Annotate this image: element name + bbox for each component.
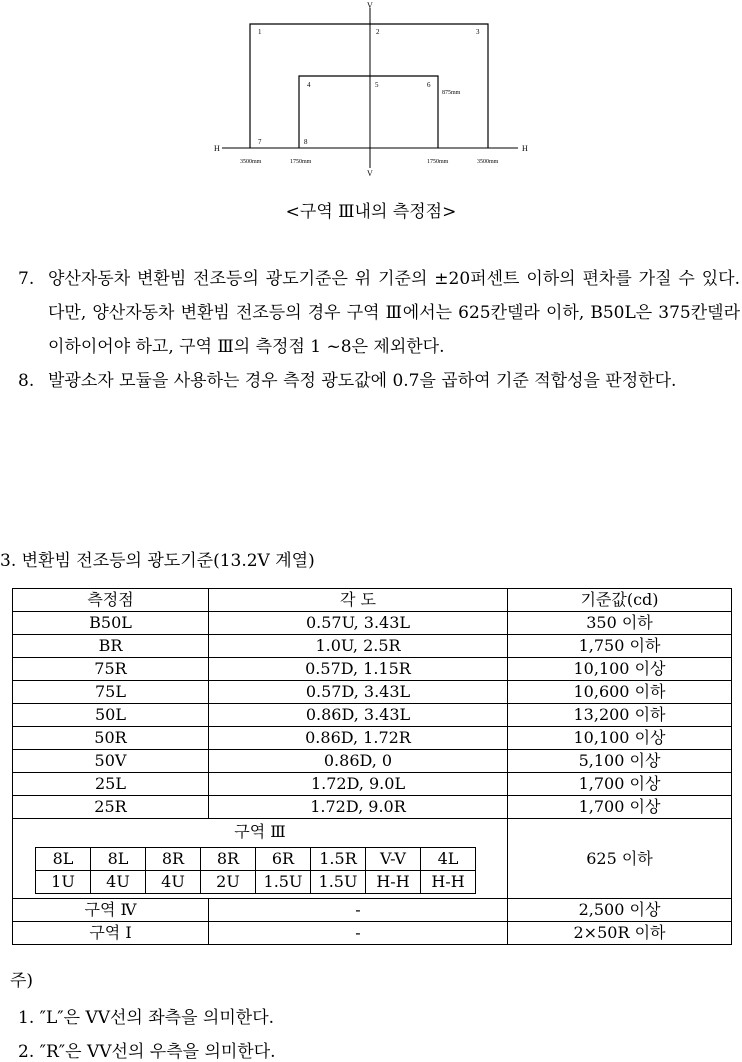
dim-3500-right-label: 3500mm [477,159,499,165]
cell-point: 구역 Ⅳ [13,899,209,922]
section-title: 3. 변환빔 전조등의 광도기준(13.2V 계열) [0,551,315,571]
table-row [13,796,732,819]
cell-value: 2×50R 이하 [508,922,732,945]
cell-point: B50L [13,612,209,635]
note-item [18,1037,276,1062]
cell-value: 350 이하 [508,612,732,635]
cell-angle: 1.0U, 2.5R [209,635,508,658]
table-row [13,681,732,704]
cell-point: 75R [13,658,209,681]
h-axis-label-right: H [522,144,528,153]
zone3-vertical-row [36,871,476,894]
point-4-label: 4 [307,81,311,89]
table-row [13,773,732,796]
zone3-cell-h: 6R [256,848,311,871]
zone3-cell-h: 4L [421,848,476,871]
cell-angle: 0.86D, 0 [209,750,508,773]
cell-value: 10,100 이상 [508,727,732,750]
inner-zone-outline [299,76,438,148]
list-item-number: 7. [18,269,35,289]
zone3-cell-h: 8L [36,848,91,871]
cell-angle: 0.86D, 3.43L [209,704,508,727]
zone3-cell-v: 1U [36,871,91,894]
zone3-title: 구역 Ⅲ [234,822,286,841]
zone3-cell-h: 8R [201,848,256,871]
note-number: 1. [18,1008,35,1028]
zone3-cell [13,819,508,899]
zone3-cell-v: 1.5U [256,871,311,894]
list-item-number: 8. [18,371,35,391]
table-row [13,704,732,727]
zone3-cell-v: H-H [421,871,476,894]
zone3-cell-v: 1.5U [311,871,366,894]
zone3-cell-v: 4U [91,871,146,894]
cell-point: 25R [13,796,209,819]
dim-875-label: 875mm [442,90,461,96]
zone3-row [13,819,732,899]
cell-point: 50R [13,727,209,750]
cell-value: 13,200 이하 [508,704,732,727]
cell-angle: - [209,899,508,922]
cell-value: 2,500 이상 [508,899,732,922]
h-axis-label-left: H [214,144,220,153]
list-item-text: 발광소자 모듈을 사용하는 경우 측정 광도값에 0.7을 곱하여 기준 적합성을 판정한다. [48,371,677,391]
table-row [13,612,732,635]
zone3-horizontal-row [36,848,476,871]
cell-angle: 1.72D, 9.0L [209,773,508,796]
zone3-cell-h: 8L [91,848,146,871]
table-row [13,635,732,658]
cell-value: 10,100 이상 [508,658,732,681]
cell-value: 1,750 이하 [508,635,732,658]
cell-angle: 0.57D, 3.43L [209,681,508,704]
zone3-points-table [35,847,476,894]
note-item [18,1003,274,1028]
diagram-caption: <구역 Ⅲ내의 측정점> [285,202,457,222]
point-5-label: 5 [375,81,379,89]
zone3-cell-h: 1.5R [311,848,366,871]
cell-value: 1,700 이상 [508,796,732,819]
point-7-label: 7 [258,138,262,146]
note-text: ″R″은 VV선의 우측을 의미한다. [39,1042,276,1062]
zone3-cell-v: 4U [146,871,201,894]
notes-title: 주) [10,971,34,991]
header-measure-point: 측정점 [13,589,209,612]
dim-1750-right-label: 1750mm [427,159,449,165]
zone3-cell-h: 8R [146,848,201,871]
v-axis-label-top: V [367,1,373,10]
list-item [18,364,740,398]
header-angle: 각 도 [209,589,508,612]
list-item-text: 양산자동차 변환빔 전조등의 광도기준은 위 기준의 ±20퍼센트 이하의 편차를 가질 수 있다. 다만, 양산자동차 변환빔 전조등의 경우 구역 Ⅲ에서는 625칸델라 이하, B50L은 375칸델라 이하이어야 하고, 구역 Ⅲ의 측정점 1 ~8은 제외한다. [48,269,740,357]
point-6-label: 6 [427,81,431,89]
zone3-value: 625 이하 [508,819,732,899]
zone4-row [13,899,732,922]
dim-1750-left-label: 1750mm [290,159,312,165]
zone3-cell-v: 2U [201,871,256,894]
zone3-cell-h: V-V [366,848,421,871]
cell-point: 구역 Ⅰ [13,922,209,945]
table-row [13,750,732,773]
measurement-point-diagram [200,0,540,180]
cell-angle: 1.72D, 9.0R [209,796,508,819]
point-2-label: 2 [376,28,380,36]
cell-point: BR [13,635,209,658]
dim-3500-left-label: 3500mm [240,159,262,165]
cell-point: 75L [13,681,209,704]
cell-value: 5,100 이상 [508,750,732,773]
cell-angle: 0.86D, 1.72R [209,727,508,750]
point-3-label: 3 [476,28,480,36]
v-axis-label-bottom: V [367,169,373,178]
point-1-label: 1 [258,28,262,36]
cell-angle: 0.57D, 1.15R [209,658,508,681]
note-number: 2. [18,1042,35,1062]
outer-zone-outline [250,24,488,148]
cell-point: 25L [13,773,209,796]
table-row [13,727,732,750]
list-item [18,262,740,364]
cell-point: 50V [13,750,209,773]
cell-angle: 0.57U, 3.43L [209,612,508,635]
cell-point: 50L [13,704,209,727]
numbered-list [18,262,740,398]
table-row [13,658,732,681]
header-standard-value: 기준값(cd) [508,589,732,612]
zone3-cell-v: H-H [366,871,421,894]
table-header-row [13,589,732,612]
intensity-table [12,588,732,945]
note-text: ″L″은 VV선의 좌측을 의미한다. [39,1008,275,1028]
point-8-label: 8 [304,138,308,146]
cell-angle: - [209,922,508,945]
cell-value: 1,700 이상 [508,773,732,796]
cell-value: 10,600 이하 [508,681,732,704]
zone1-row [13,922,732,945]
